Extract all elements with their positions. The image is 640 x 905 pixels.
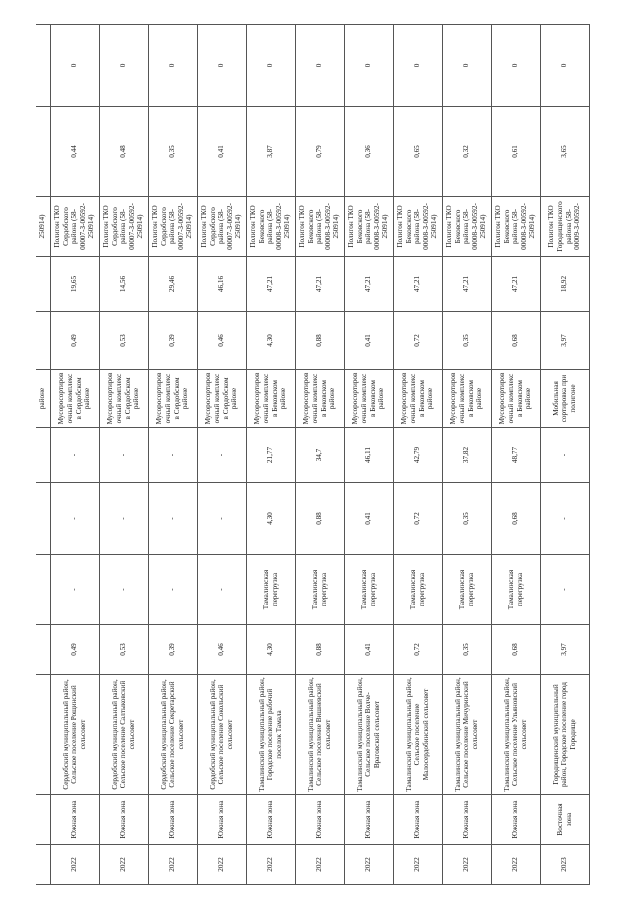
table-row (344, 25, 393, 885)
distance-to-facility-cell: 46,16 (197, 257, 246, 312)
volume-to-landfill-cell: 0,44 (50, 107, 99, 197)
volume-after-station-cell: - (99, 483, 148, 555)
station-cell: Тамалинская перегрузка (491, 555, 540, 625)
volume-after-station-cell: - (197, 483, 246, 555)
distance-to-station-cell: - (148, 428, 197, 483)
year-cell: 2022 (246, 845, 295, 885)
station-cell: Тамалинская перегрузка (344, 555, 393, 625)
facility-cell: Мусоросортировочный комплекс в Сердобском районе (50, 370, 99, 428)
volume-to-landfill-cell: 0,35 (148, 107, 197, 197)
station-cell: Тамалинская перегрузка (295, 555, 344, 625)
station-cell: - (197, 555, 246, 625)
municipality-cell: Тамалинский муниципальный район, Сельское поселение Вишневский сельсовет (295, 675, 344, 795)
zone-cell: Южная зона (344, 795, 393, 845)
zone-cell: Южная зона (442, 795, 491, 845)
volume-cell: 0,53 (99, 625, 148, 675)
table-row (99, 25, 148, 885)
facility-cell: районе (36, 370, 50, 428)
distance-to-facility-cell: 47,21 (393, 257, 442, 312)
zone-cell: Южная зона (99, 795, 148, 845)
residual-cell: 0 (50, 25, 99, 107)
facility-cell: Мусоросортировочный комплекс в Бековском районе (246, 370, 295, 428)
volume-after-station-cell: 0,68 (491, 483, 540, 555)
volume-cell: 0,88 (295, 625, 344, 675)
zone-cell: Южная зона (197, 795, 246, 845)
volume-after-station-cell: - (50, 483, 99, 555)
municipality-cell: Сердобский муниципальный район, Сельское поселение Салтыковский сельсовет (99, 675, 148, 795)
volume-after-station-cell: 0,35 (442, 483, 491, 555)
station-cell: - (148, 555, 197, 625)
facility-cell: Мусоросортировочный комплекс в Бековском районе (393, 370, 442, 428)
landfill-cell: Полигон ТКО Бековского района (58-00008-З-00592-250914) (442, 197, 491, 257)
residual-cell: 0 (491, 25, 540, 107)
year-cell: 2022 (344, 845, 393, 885)
table-row (540, 25, 589, 885)
facility-cell: Мусоросортировочный комплекс в Сердобском районе (99, 370, 148, 428)
residual-cell: 0 (148, 25, 197, 107)
municipality-cell: Городищенский муниципальный район, Городское поселение город Городище (540, 675, 589, 795)
facility-cell: Мусоросортировочный комплекс в Бековском районе (295, 370, 344, 428)
zone-cell: Южная зона (393, 795, 442, 845)
table-row (295, 25, 344, 885)
distance-to-station-cell: - (197, 428, 246, 483)
landfill-cell: Полигон ТКО Бековского района (58-00008-З-00592-250914) (491, 197, 540, 257)
volume-after-station-cell: 0,88 (295, 483, 344, 555)
volume-cell: 4,30 (246, 625, 295, 675)
table-row (246, 25, 295, 885)
continuation-row (36, 25, 50, 885)
municipality-cell: Тамалинский муниципальный район, Сельское поселение Мичуринский сельсовет (442, 675, 491, 795)
station-cell: Тамалинская перегрузка (246, 555, 295, 625)
volume-to-landfill-cell: 0,32 (442, 107, 491, 197)
volume-after-station-cell: 4,30 (246, 483, 295, 555)
landfill-cell: Полигон ТКО Городищенского района (58-00009-З-00592- (540, 197, 589, 257)
year-cell: 2022 (50, 845, 99, 885)
volume-to-landfill-cell: 0,41 (197, 107, 246, 197)
year-cell: 2022 (99, 845, 148, 885)
landfill-cell: Полигон ТКО Сердобского района (58-00007-З-00592-250914) (99, 197, 148, 257)
table-row (197, 25, 246, 885)
volume-to-facility-cell: 0,53 (99, 312, 148, 370)
residual-cell: 0 (442, 25, 491, 107)
year-cell: 2022 (442, 845, 491, 885)
year-cell: 2022 (491, 845, 540, 885)
distance-to-facility-cell: 47,21 (491, 257, 540, 312)
distance-to-facility-cell: 47,21 (295, 257, 344, 312)
distance-to-facility-cell: 18,92 (540, 257, 589, 312)
municipality-cell: Тамалинский муниципальный район, Сельское поселение Ульяновский сельсовет (491, 675, 540, 795)
distance-to-station-cell: 21,77 (246, 428, 295, 483)
distance-to-station-cell: - (50, 428, 99, 483)
volume-after-station-cell: - (148, 483, 197, 555)
landfill-cell: Полигон ТКО Бековского района (58-00008-З-00592-250914) (344, 197, 393, 257)
distance-to-facility-cell: 47,21 (442, 257, 491, 312)
station-cell: Тамалинская перегрузка (393, 555, 442, 625)
waste-flow-table (36, 24, 590, 885)
volume-to-facility-cell: 3,97 (540, 312, 589, 370)
volume-after-station-cell: 0,41 (344, 483, 393, 555)
facility-cell: Мусоросортировочный комплекс в Сердобском районе (148, 370, 197, 428)
volume-to-facility-cell: 0,39 (148, 312, 197, 370)
residual-cell: 0 (99, 25, 148, 107)
volume-to-facility-cell: 0,41 (344, 312, 393, 370)
station-cell: Тамалинская перегрузка (442, 555, 491, 625)
zone-cell: Южная зона (148, 795, 197, 845)
volume-cell: 0,39 (148, 625, 197, 675)
volume-to-landfill-cell: 0,48 (99, 107, 148, 197)
volume-to-facility-cell: 0,46 (197, 312, 246, 370)
facility-cell: Мусоросортировочный комплекс в Бековском районе (344, 370, 393, 428)
residual-cell: 0 (344, 25, 393, 107)
distance-to-station-cell: 42,79 (393, 428, 442, 483)
zone-cell: Южная зона (295, 795, 344, 845)
distance-to-facility-cell: 14,56 (99, 257, 148, 312)
municipality-cell: Сердобский муниципальный район, Сельское поселение Секретарский сельсовет (148, 675, 197, 795)
municipality-cell: Сердобский муниципальный район, Сельское поселение Сокольский сельсовет (197, 675, 246, 795)
municipality-cell: Сердобский муниципальный район, Сельское поселение Рощинский сельсовет (50, 675, 99, 795)
volume-to-landfill-cell: 0,61 (491, 107, 540, 197)
table-row (442, 25, 491, 885)
municipality-cell: Тамалинский муниципальный район, Сельское поселение Волче-Враговский сельсовет (344, 675, 393, 795)
station-cell: - (540, 555, 589, 625)
table-row (50, 25, 99, 885)
year-cell: 2022 (197, 845, 246, 885)
volume-to-facility-cell: 4,30 (246, 312, 295, 370)
volume-cell: 0,68 (491, 625, 540, 675)
distance-to-station-cell: 37,82 (442, 428, 491, 483)
station-cell: - (50, 555, 99, 625)
facility-cell: Мобильная сортировка при полигоне (540, 370, 589, 428)
distance-to-station-cell: 46,11 (344, 428, 393, 483)
residual-cell: 0 (246, 25, 295, 107)
volume-to-landfill-cell: 0,36 (344, 107, 393, 197)
distance-to-facility-cell: 29,46 (148, 257, 197, 312)
volume-cell: 0,72 (393, 625, 442, 675)
landfill-cell: Полигон ТКО Бековского района (58-00008-З-00592-250914) (246, 197, 295, 257)
year-cell: 2022 (393, 845, 442, 885)
residual-cell: 0 (540, 25, 589, 107)
volume-to-landfill-cell: 0,79 (295, 107, 344, 197)
table-row (148, 25, 197, 885)
facility-cell: Мусоросортировочный комплекс в Сердобском районе (197, 370, 246, 428)
volume-to-landfill-cell: 3,87 (246, 107, 295, 197)
volume-to-facility-cell: 0,35 (442, 312, 491, 370)
volume-to-facility-cell: 0,88 (295, 312, 344, 370)
landfill-cell: Полигон ТКО Сердобского района (58-00007-З-00592-250914) (197, 197, 246, 257)
volume-after-station-cell: 0,72 (393, 483, 442, 555)
distance-to-station-cell: 48,77 (491, 428, 540, 483)
volume-to-landfill-cell: 3,65 (540, 107, 589, 197)
volume-to-landfill-cell: 0,65 (393, 107, 442, 197)
zone-cell: Южная зона (246, 795, 295, 845)
landfill-cell: Полигон ТКО Бековского района (58-00008-З-00592-250914) (295, 197, 344, 257)
year-cell: 2023 (540, 845, 589, 885)
landfill-cell: Полигон ТКО Сердобского района (58-00007-З-00592-250914) (148, 197, 197, 257)
volume-to-facility-cell: 0,49 (50, 312, 99, 370)
volume-to-facility-cell: 0,68 (491, 312, 540, 370)
volume-cell: 0,35 (442, 625, 491, 675)
year-cell: 2022 (295, 845, 344, 885)
distance-to-facility-cell: 19,65 (50, 257, 99, 312)
residual-cell: 0 (295, 25, 344, 107)
zone-cell: Южная зона (50, 795, 99, 845)
landfill-cell: Полигон ТКО Бековского района (58-00008-З-00592-250914) (393, 197, 442, 257)
table-row (393, 25, 442, 885)
zone-cell: Восточная зона (540, 795, 589, 845)
volume-cell: 0,49 (50, 625, 99, 675)
volume-cell: 3,97 (540, 625, 589, 675)
year-cell: 2022 (148, 845, 197, 885)
distance-to-station-cell: 34,7 (295, 428, 344, 483)
distance-to-station-cell: - (540, 428, 589, 483)
distance-to-station-cell: - (99, 428, 148, 483)
zone-cell: Южная зона (491, 795, 540, 845)
residual-cell: 0 (197, 25, 246, 107)
landfill-cell: Полигон ТКО Сердобского района (58-00007-З-00592-250914) (50, 197, 99, 257)
volume-cell: 0,41 (344, 625, 393, 675)
distance-to-facility-cell: 47,21 (344, 257, 393, 312)
facility-cell: Мусоросортировочный комплекс в Бековском районе (491, 370, 540, 428)
landfill-cell: 250914) (36, 197, 50, 257)
facility-cell: Мусоросортировочный комплекс в Бековском районе (442, 370, 491, 428)
table-row (491, 25, 540, 885)
volume-cell: 0,46 (197, 625, 246, 675)
distance-to-facility-cell: 47,21 (246, 257, 295, 312)
municipality-cell: Тамалинский муниципальный район, Городское поселение рабочий поселок Тамала (246, 675, 295, 795)
volume-to-facility-cell: 0,72 (393, 312, 442, 370)
residual-cell: 0 (393, 25, 442, 107)
municipality-cell: Тамалинский муниципальный район, Сельское поселение Малосердобинский сельсовет (393, 675, 442, 795)
volume-after-station-cell: - (540, 483, 589, 555)
station-cell: - (99, 555, 148, 625)
